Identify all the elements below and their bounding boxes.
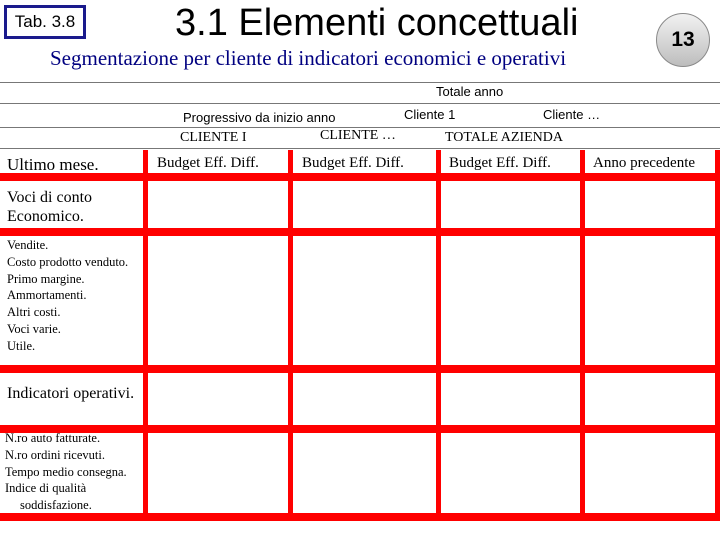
- grid-col-2: [288, 150, 293, 521]
- list-item: Tempo medio consegna.: [5, 464, 127, 479]
- list-item: Utile.: [7, 338, 36, 353]
- list-item: Voci varie.: [7, 321, 61, 336]
- grid-col-3: [436, 150, 441, 521]
- header-progressivo: Progressivo da inizio anno: [183, 110, 336, 125]
- list-item: Altri costi.: [7, 305, 61, 320]
- list-indicatori-operativi: [5, 430, 127, 514]
- list-conto-economico: [7, 237, 128, 355]
- slide-subtitle: Segmentazione per cliente di indicatori economici e operativi: [50, 46, 567, 70]
- header-cliente-1: Cliente 1: [404, 107, 456, 122]
- header-cliente-ellipsis: CLIENTE …: [320, 128, 396, 143]
- header-rule-4: [0, 148, 720, 149]
- grid-col-4: [580, 150, 585, 521]
- row-label-header: Ultimo mese.: [7, 155, 99, 174]
- list-item: Vendite.: [7, 238, 49, 252]
- list-item: N.ro ordini ricevuti.: [5, 447, 105, 462]
- page-number-badge: 13: [656, 13, 710, 67]
- header-totale-anno: Totale anno: [436, 84, 504, 99]
- header-rule-1: [0, 82, 720, 83]
- column-group-cliente-i: Budget Eff. Diff.: [157, 155, 259, 171]
- grid-line-top: [0, 173, 720, 181]
- list-item: soddisfazione.: [20, 498, 92, 513]
- list-item: N.ro auto fatturate.: [5, 431, 101, 445]
- grid-line-2: [0, 228, 720, 236]
- list-item: Indice di qualità: [5, 481, 87, 496]
- list-item: Primo margine.: [7, 271, 85, 286]
- list-item: Ammortamenti.: [7, 288, 87, 303]
- grid-col-5: [715, 150, 720, 521]
- grid-line-bottom: [0, 513, 720, 521]
- header-rule-2: [0, 103, 720, 104]
- list-item: Costo prodotto venduto.: [7, 254, 129, 269]
- header-cliente-i: CLIENTE I: [180, 130, 247, 145]
- column-group-totale-azienda: Budget Eff. Diff.: [449, 155, 551, 171]
- header-totale-azienda: TOTALE AZIENDA: [445, 130, 563, 145]
- grid-line-3: [0, 365, 720, 373]
- header-cliente-dots: Cliente …: [543, 107, 601, 122]
- column-group-cliente-ellipsis: Budget Eff. Diff.: [302, 155, 404, 171]
- grid-col-1: [143, 150, 148, 521]
- column-group-anno-precedente: Anno precedente: [593, 155, 696, 171]
- slide-title: 3.1 Elementi concettuali: [175, 2, 579, 44]
- section-heading-conto-economico: Voci di conto Economico.: [7, 189, 93, 225]
- section-heading-indicatori-operativi: Indicatori operativi.: [7, 385, 135, 402]
- table-number-label: Tab. 3.8: [4, 5, 86, 39]
